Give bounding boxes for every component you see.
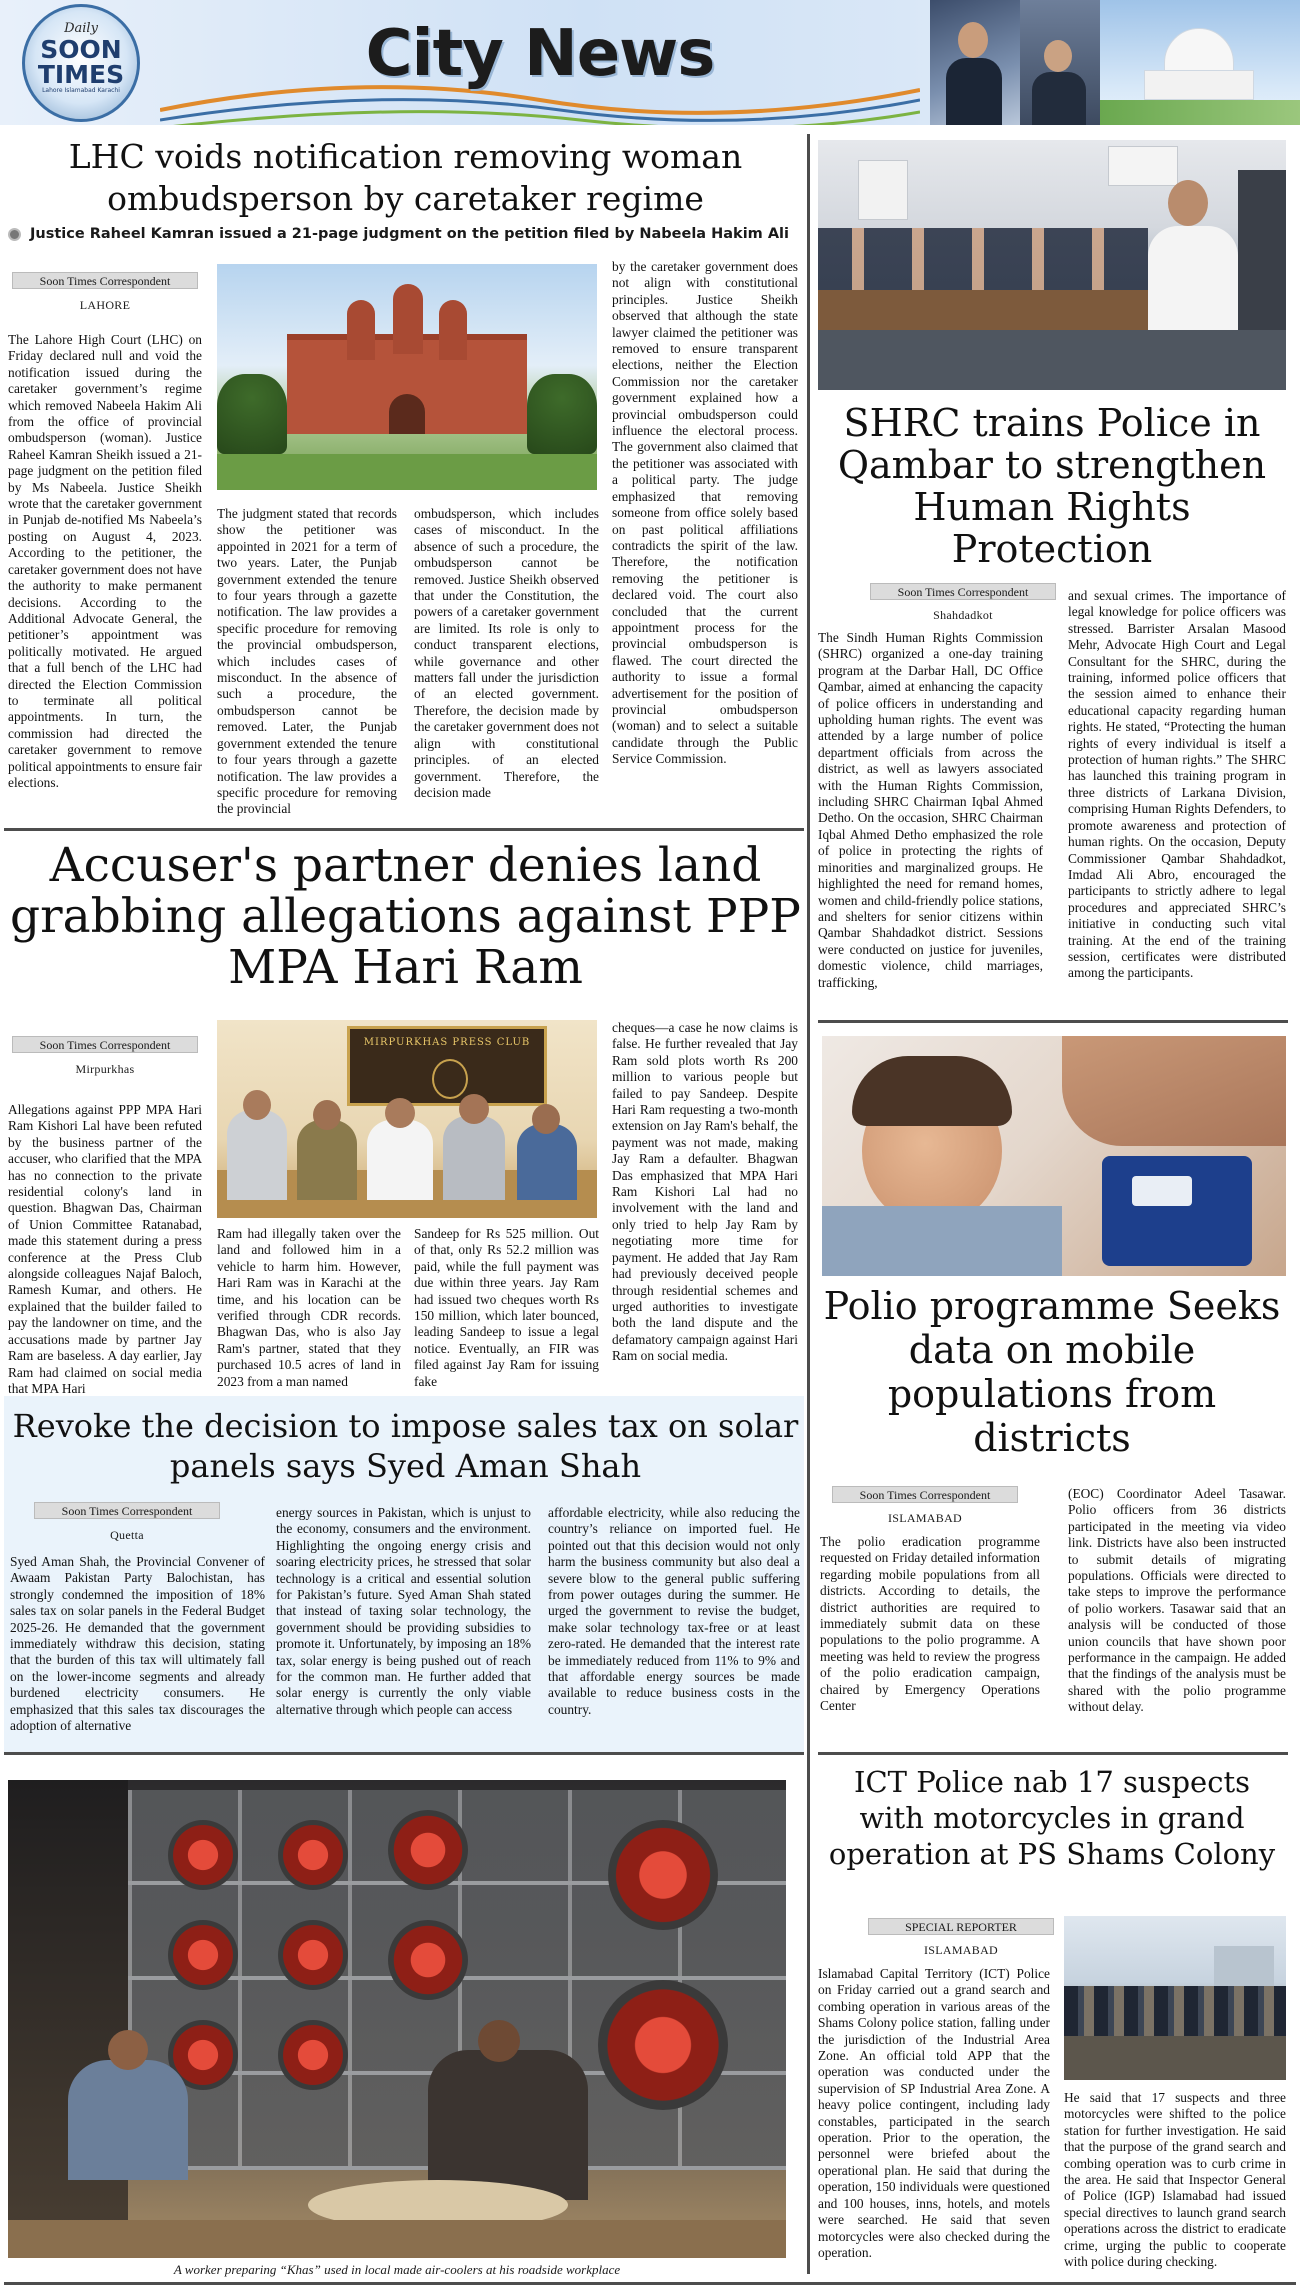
accuser-dateline: Mirpurkhas — [75, 1062, 135, 1076]
polio-column-2: (EOC) Coordinator Adeel Tasawar. Polio officers from 36 districts participated in the meeting via video link. Districts have also been instructed to submit details of migrating populations. Officials were directed to take steps to improve the performance of polio workers. Tasawar said that an analysis will be conducted of those union councils that have shown poor performance in the campaign. He added that the findings of the analysis must be shared with the polio programme without delay. — [1068, 1486, 1286, 1715]
air-conditioner — [858, 160, 908, 220]
masthead-photo-politician — [930, 0, 1020, 125]
polio-dateline: ISLAMABAD — [887, 1511, 963, 1525]
accuser-column-1: Allegations against PPP MPA Hari Ram Kishori Lal have been refuted by the business partner of the accuser, who clarified that the MPA has no connection to the private residential colony's land in question. Bhagwan Das, Chairman of Union Committee Ratanabad, made this statement during a press conference at the Press Club alongside colleagues Najaf Baloch, Ramesh Kumar, and others. He explained that the builder failed to pay the landowner on time, and the accusations made by partner Jay Ram are baseless. A day earlier, Jay Ram had claimed on social media that MPA Hari — [8, 1102, 202, 1396]
soon-times-logo — [22, 4, 140, 122]
lhc-dateline: LAHORE — [79, 298, 131, 312]
press-club-sign-text: MIRPURKHAS PRESS CLUB — [363, 1037, 531, 1048]
solar-byline: Soon Times Correspondent — [34, 1502, 220, 1519]
section-divider — [818, 1752, 1288, 1755]
polio-vaccination-photo — [822, 1036, 1286, 1276]
lhc-subhead-text: Justice Raheel Kamran issued a 21-page judgment on the petition filed by Nabeela Hakim Ali — [30, 226, 789, 242]
ict-dateline: ISLAMABAD — [923, 1943, 999, 1957]
lhc-column-1: The Lahore High Court (LHC) on Friday declared null and void the notification issued during the caretaker government’s regime which removed Nabeela Hakim Ali from the office of provincial ombudsperson (woman). Justice Raheel Kamran Sheikh issued a 21-page judgment on the petition filed by Ms Nabeela. Justice Sheikh wrote that the caretaker government in Punjab de-notified Ms Nabeela’s posting on August 4, 2023. According to the petitioner, the caretaker government does not have the authority to make permanent decisions. According to the Additional Advocate General, the petitioner’s appointment was politically motivated. He argued that a full bench of the LHC had directed the Election Commission to terminate all political appointments. In turn, the commission had directed the caretaker government to remove political appointments to ensure fair elections. — [8, 332, 202, 790]
fan-icon — [168, 1820, 238, 1890]
ict-column-1: Islamabad Capital Territory (ICT) Police on Friday carried out a grand search and combing operation in various areas of the Shams Colony police station, falling under the jurisdiction of the Industrial Area Zone. An official told APP that the operation was conducted under the supervision of SP Industrial Area Zone. A heavy police contingent, including lady constables, participated in the search operation. Prior to the operation, the personnel were briefed about the operational plan. He said that during the operation, 150 individuals were questioned and 100 houses, inns, hotels, and motels were searched. He said that seven motorcycles were also checked during the operation. — [818, 1966, 1050, 2260]
shrc-byline: Soon Times Correspondent — [870, 583, 1056, 600]
logo-sub: Lahore Islamabad Karachi — [42, 87, 120, 94]
lhc-column-2: The judgment stated that records show the petitioner was appointed in 2021 for a term of two years. Later, the Punjab government extended the tenure to four years through a gazette notification. The law provides a specific procedure for removing the provincial ombudsperson, which includes cases of misconduct. In the absence of such a procedure, the ombudsperson cannot be removed. Later, the Punjab government extended the tenure to four years through a gazette notification. The law provides a specific procedure for removing the provincial — [217, 506, 397, 817]
lhc-headline: LHC voids notification removing woman ombudsperson by caretaker regime — [68, 137, 743, 218]
shrc-training-photo — [818, 140, 1286, 390]
accuser-column-3: Sandeep for Rs 525 million. Out of that, only Rs 52.2 million was paid, while the full payment was due within three years. Jay Ram had issued two cheques worth Rs 150 million, which later bounced, leading Sandeep to issue a legal notice. Eventually, an FIR was filed against Jay Ram for issuing fake — [414, 1226, 599, 1389]
ict-column-2: He said that 17 suspects and three motorcycles were shifted to the police station for further investigation. He said that the purpose of the grand search and combing operation was to curb crime in the area. He said that Inspector General of Police (IGP) Islamabad had issued special directives to launch grand search operations across the district to eradicate crime, urging the public to cooperate with police during checking. — [1064, 2090, 1286, 2270]
lhc-column-4: by the caretaker government does not align with constitutional principles. Justice Sheikh observed that although the state lawyer claimed the petitioner was removed to ensure transparent elections, neither the Election Commission nor the caretaker government explained how a provincial ombudsperson could influence the electoral process. The government also claimed that the petitioner was associated with a political party. The judge emphasized that removing someone from office solely based on past political affiliations contradicts the spirit of the law. Therefore, the notification removing the petitioner is declared void. The court also concluded that the current appointment process for the provincial ombudsperson is flawed. The court directed the authority to issue a formal advertisement for the position of provincial ombudsperson (woman) and to select a suitable candidate through the Public Service Commission. — [612, 259, 798, 767]
shrc-column-1: The Sindh Human Rights Commission (SHRC) organized a one-day training program at the Darbar Hall, DC Office Qambar, aimed at enhancing the capacity of police officers in understanding and upholding human rights. The event was attended by a large number of police department officials from across the district, as well as lawyers associated with the Human Rights Commission, including SHRC Chairman Iqbal Ahmed Detho. On the occasion, SHRC Chairman Iqbal Ahmed Detho emphasized the role of police in protecting the rights of minorities and marginalized groups. He highlighted the need for remand homes, women and child-friendly police stations, and shelters for senior citizens within Qambar Shahdadkot district. Sessions were conducted on justice for juveniles, domestic violence, child marriages, trafficking, — [818, 630, 1043, 990]
ict-police-operation-photo — [1064, 1916, 1286, 2080]
masthead — [0, 0, 1300, 125]
accuser-byline: Soon Times Correspondent — [12, 1036, 198, 1053]
khas-workshop-photo — [8, 1780, 786, 2258]
polio-headline: Polio programme Seeks data on mobile populations from districts — [823, 1284, 1281, 1460]
shrc-column-2: and sexual crimes. The importance of legal knowledge for police officers was stressed. Barrister Arsalan Masood Mehr, Advocate High Court and Legal Consultant for the SHRC, during the training, informed police officers that the session aimed to enhance their educational capacity regarding human rights. He stated, “Protecting the human rights of every individual is itself a protection of human rights.” The SHRC has launched this training program in three districts of Larkana Division, comprising Human Rights Defenders, to promote awareness and protection of human rights. On the occasion, Deputy Commissioner Qambar Shahdadkot, Imdad Ali Abro, encouraged the participants to strictly adhere to legal procedures and appreciated SHRC’s initiative in conducting such vital training. At the end of the training session, certificates were distributed among the participants. — [1068, 588, 1286, 981]
bullet-icon — [8, 228, 21, 241]
lhc-byline: Soon Times Correspondent — [12, 272, 198, 289]
logo-times: TIMES — [37, 60, 125, 89]
column-divider — [807, 134, 810, 2274]
worker-figure — [68, 2060, 188, 2180]
page-bottom-rule — [4, 2282, 1296, 2285]
ict-headline: ICT Police nab 17 suspects with motorcycles in grand operation at PS Shams Colony — [828, 1765, 1276, 1871]
section-divider — [4, 1752, 804, 1755]
lhc-column-3: ombudsperson, which includes cases of misconduct. In the absence of such a procedure, the ombudsperson cannot be removed. Justice Sheikh observed that under the Constitution, the powers of a caretaker government are limited. Its role is only to conduct transparent elections, while governance and other matters fall under the jurisdiction of an elected government. Therefore, the decision made by the caretaker government does not align with constitutional principles. of an elected government. Therefore, the decision made — [414, 506, 599, 800]
vaccine-cooler — [1102, 1156, 1252, 1266]
logo-soon: SOON — [40, 35, 122, 64]
masthead-photo-collage — [930, 0, 1300, 125]
solar-column-3: affordable electricity, while also reducing the country’s reliance on imported fuel. He pointed out that this decision would not only harm the business community but also deal a severe blow to the general public suffering from power outages during the summer. He urged the government to revise the budget, make solar technology tax-free or at least zero-rated. He demanded that the interest rate be immediately reduced from 11% to 9% and that affordable energy sources be made available to reduce business costs in the country. — [548, 1505, 800, 1717]
lhc-subhead — [8, 225, 803, 243]
ict-byline: SPECIAL REPORTER — [868, 1918, 1054, 1935]
section-divider — [818, 1020, 1288, 1023]
police-officers-row — [818, 228, 1148, 290]
masthead-photo-officials — [1020, 0, 1100, 125]
press-club-sign — [347, 1026, 547, 1106]
solar-column-2: energy sources in Pakistan, which is unjust to the economy, consumers and the environment. Highlighting the ongoing energy crisis and soaring electricity prices, he stressed that solar technology is a critical and essential solution for Pakistan’s future. Syed Aman Shah stated that instead of taxing solar technology, the government should be providing subsidies to promote it. Unfortunately, by imposing an 18% tax, solar energy is being pushed out of reach for the common man. He further added that solar energy is currently the only viable alternative through which people can access — [276, 1505, 531, 1717]
logo-daily: Daily — [64, 21, 98, 36]
polio-byline: Soon Times Correspondent — [832, 1486, 1018, 1503]
police-personnel-group — [1064, 1986, 1286, 2036]
lahore-high-court-photo — [217, 264, 597, 490]
polio-column-1: The polio eradication programme requested on Friday detailed information regarding mobile populations from all districts. According to details, the district authorities are required to immediately submit data on these populations to the polio programme. A meeting was held to review the progress of the polio eradication campaign, chaired by Emergency Operations Center — [820, 1534, 1040, 1714]
solar-column-1: Syed Aman Shah, the Provincial Convener of Awaam Pakistan Party Balochistan, has strongly condemned the imposition of 18% sales tax on solar panels in the Federal Budget 2025-26. He demanded that the government immediately withdraw this decision, stating that the burden of this tax will ultimately fall on the lower-income segments and already burdened electricity consumers. He emphasized that this sales tax discourages the adoption of alternative — [10, 1554, 265, 1734]
press-conference-photo — [217, 1020, 597, 1218]
accuser-column-2: Ram had illegally taken over the land and followed him in a vehicle to harm him. However, Hari Ram was in Karachi at the time, and his location can be verified through CDR records. Bhagwan Das, who is also Jay Ram's partner, stated that they purchased 10.5 acres of land in 2023 from a man named — [217, 1226, 401, 1389]
solar-dateline: Quetta — [110, 1528, 144, 1542]
solar-headline: Revoke the decision to impose sales tax on solar panels says Syed Aman Shah — [12, 1407, 799, 1485]
accuser-headline: Accuser's partner denies land grabbing allegations against PPP MPA Hari Ram — [10, 838, 801, 995]
accuser-column-4: cheques—a case he now claims is false. He further revealed that Jay Ram sold plots worth Rs 200 million to various people but failed to pay Sandeep. Despite Hari Ram requesting a two-month extension on Jay Ram's behalf, the payment was not made, making Jay Ram a defaulter. Bhagwan Das emphasized that MPA Hari Ram Kishori Lal had no involvement with the land and only tried to help Jay Ram by negotiating more time for payment. He added that Jay Ram had previously deceived people through residential schemes and urged authorities to investigate both the land dispute and the defamatory campaign against Hari Ram on social media. — [612, 1020, 798, 1364]
khas-photo-caption: A worker preparing “Khas” used in local made air-coolers at his roadside workplace — [173, 2262, 621, 2277]
shrc-dateline: Shahdadkot — [933, 608, 993, 622]
section-title: City News — [365, 17, 715, 91]
health-worker-hand — [1062, 1036, 1286, 1146]
shrc-headline: SHRC trains Police in Qambar to strengthen Human Rights Protection — [837, 401, 1267, 571]
masthead-photo-mausoleum — [1100, 0, 1300, 125]
section-divider — [4, 828, 804, 831]
